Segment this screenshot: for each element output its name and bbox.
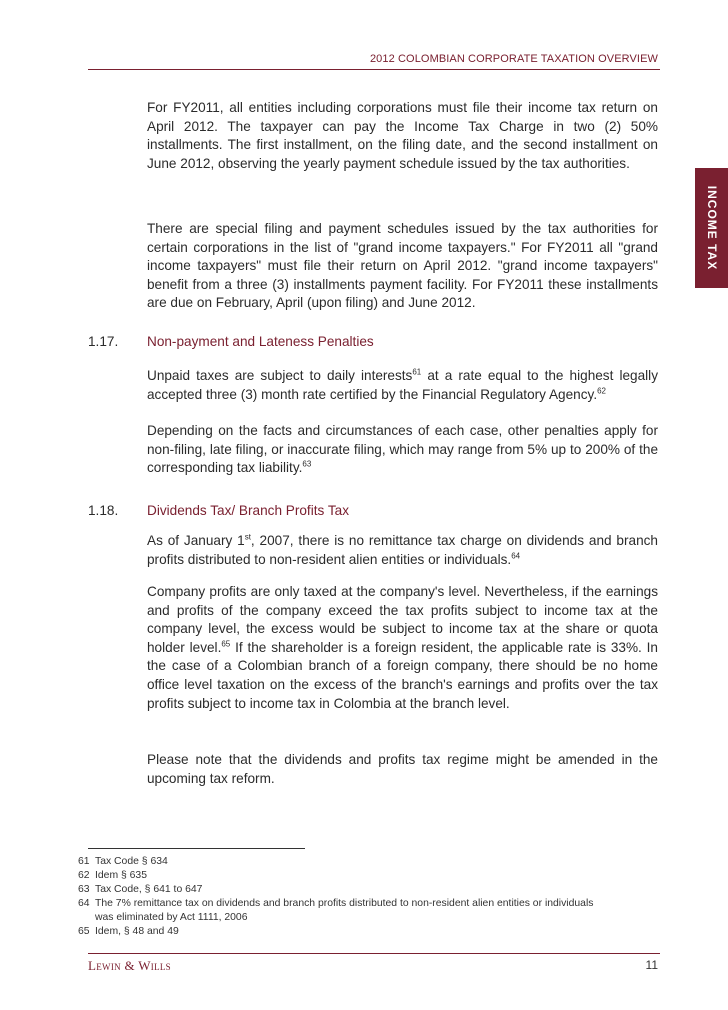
intro-paragraph-1: For FY2011, all entities including corporations must file their income tax return on April 2012. The taxpayer can pay the Income Tax Charge in two (2) 50% installments. The first installment, on the filing date, and the second installment on June 2012, observing the yearly payment schedule issued by the tax authorities. xyxy=(147,100,658,171)
footnote-text: Idem, § 48 and 49 xyxy=(95,926,179,937)
footnote-text: Tax Code, § 641 to 647 xyxy=(95,884,203,895)
footer-firm-name: Lewin & Wills xyxy=(88,958,171,973)
penalties-p2-text: Depending on the facts and circumstances of each case, other penalties apply for non-filing, late filing, or inaccurate filing, which may range from 5% up to 200% of the corresponding tax liability. xyxy=(147,423,658,476)
footnote-63 xyxy=(78,883,668,897)
footer-rule xyxy=(88,953,660,954)
section-number-1-18: 1.18. xyxy=(88,503,119,518)
footnote-62 xyxy=(78,869,668,883)
footnote-ref-63: 63 xyxy=(302,459,312,469)
footnote-continuation: was eliminated by Act 1111, 2006 xyxy=(95,911,248,923)
dividends-p2-text-a: Company profits are only taxed at the company's level. Nevertheless, if the earnings and profits of the company exceed the tax profits subject to income tax at the company level, the excess would be subject to income tax at the share or quota holder level. xyxy=(147,584,658,655)
page-number: 11 xyxy=(645,958,658,972)
side-tab-label: INCOME TAX xyxy=(704,185,719,271)
section-side-tab xyxy=(695,168,728,288)
footnote-64 xyxy=(78,897,668,924)
header-rule xyxy=(88,69,660,70)
dividends-p1-text-b: , 2007, there is no remittance tax charge on dividends and branch profits distributed to non-resident alien entities or individuals. xyxy=(147,533,658,567)
penalties-p1-text-b: at a rate equal to the highest legally accepted three (3) month rate certified by the Financial Regulatory Agency. xyxy=(147,368,658,402)
footnote-number: 65 xyxy=(78,926,90,937)
dividends-paragraph-2 xyxy=(147,583,658,713)
footnote-61 xyxy=(78,855,668,869)
dividends-p2-text-b: If the shareholder is a foreign resident, the applicable rate is 33%. In the case of a Colombian branch of a foreign company, there should be no home office level taxation on the excess of the branch's earnings and profits over the tax profits subject to income tax in Colombia at the branch level. xyxy=(147,639,658,711)
footnote-text: Tax Code § 634 xyxy=(95,856,168,867)
dividends-paragraph-1 xyxy=(147,532,658,569)
footnote-text: Idem § 635 xyxy=(95,870,147,881)
dividends-p1-text-a: As of January 1 xyxy=(147,533,245,548)
footnote-65 xyxy=(78,925,668,939)
section-title-1-18: Dividends Tax/ Branch Profits Tax xyxy=(147,503,349,518)
footnote-number: 63 xyxy=(78,884,90,895)
penalties-paragraph-2 xyxy=(147,422,658,478)
footnote-number: 64 xyxy=(78,898,90,909)
footnote-text: The 7% remittance tax on dividends and branch profits distributed to non-resident alien entities or individuals xyxy=(95,898,594,909)
footnote-ref-61: 61 xyxy=(412,367,422,377)
ordinal-suffix: st xyxy=(244,532,251,542)
section-number-1-17: 1.17. xyxy=(88,334,119,349)
footnote-ref-62: 62 xyxy=(597,386,606,396)
intro-paragraph-2: There are special filing and payment schedules issued by the tax authorities for certain corporations in the list of "grand income taxpayers." For FY2011 all "grand income taxpayers" must file their return on April 2012. "grand income taxpayers" benefit from a three (3) installments payment facility. For FY2011 these installments are due on February, April (upon filing) and June 2012. xyxy=(147,221,658,311)
running-header-title: 2012 COLOMBIAN CORPORATE TAXATION OVERVIEW xyxy=(369,53,658,65)
footnote-ref-64: 64 xyxy=(511,551,521,561)
dividends-paragraph-3: Please note that the dividends and profits tax regime might be amended in the upcoming tax reform. xyxy=(147,752,658,786)
footnote-ref-65: 65 xyxy=(221,639,231,649)
penalties-paragraph-1 xyxy=(147,367,658,404)
footnote-number: 62 xyxy=(78,870,90,881)
footnote-number: 61 xyxy=(78,856,90,867)
penalties-p1-text-a: Unpaid taxes are subject to daily interests xyxy=(147,368,413,383)
section-title-1-17: Non-payment and Lateness Penalties xyxy=(147,334,374,349)
footnote-rule xyxy=(88,848,305,849)
